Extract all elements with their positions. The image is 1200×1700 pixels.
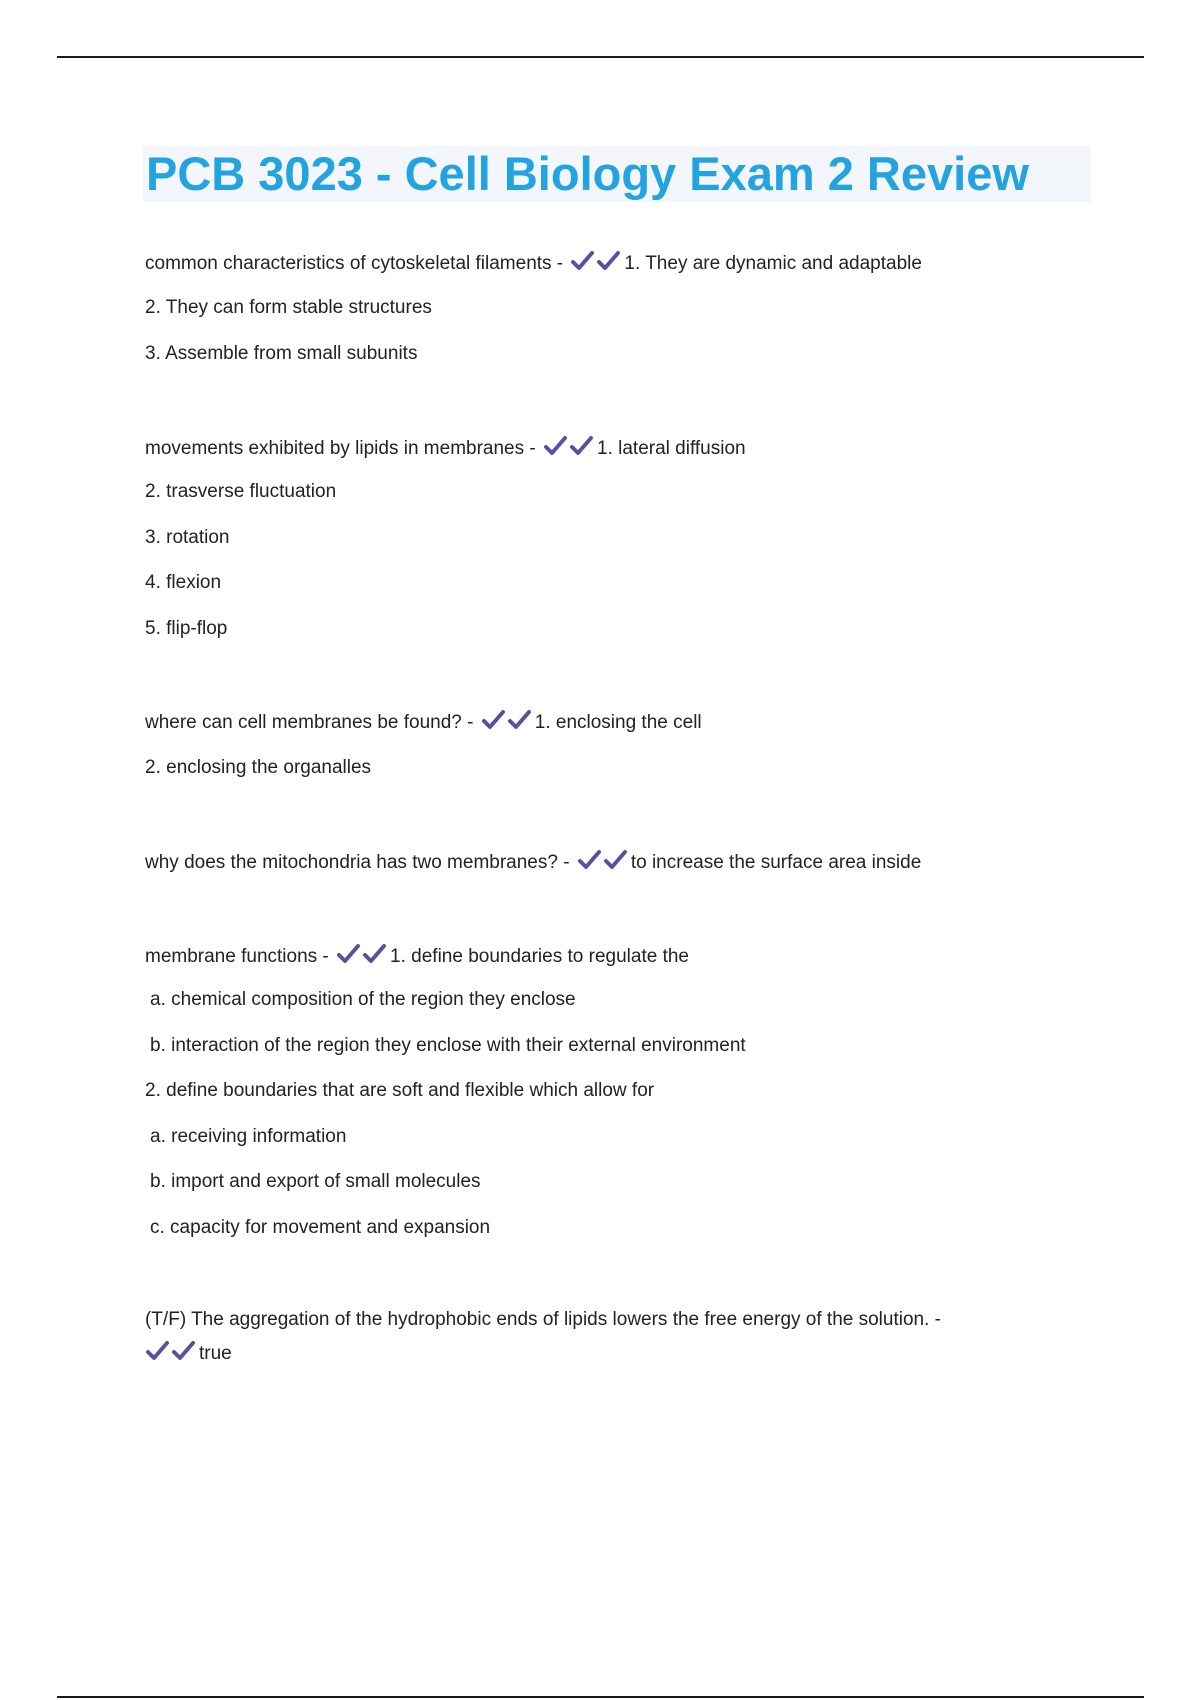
checkmark-icon (481, 709, 507, 731)
card-1-question-line (145, 250, 922, 279)
card-3-question-line (145, 709, 702, 738)
checkmark-icon (569, 435, 595, 457)
card-2-answer-line: 3. rotation (145, 527, 230, 548)
card-5-answer-line: a. receiving information (150, 1126, 347, 1147)
card-2-answer: 1. lateral diffusion (597, 438, 746, 459)
card-4-answer: to increase the surface area inside (630, 852, 922, 873)
card-5-answer: 1. define boundaries to regulate the (390, 946, 689, 967)
answer-checkmarks (570, 250, 622, 279)
checkmark-icon (603, 849, 629, 871)
answer-checkmarks (145, 1340, 197, 1369)
checkmark-icon (507, 709, 533, 731)
checkmark-icon (362, 943, 388, 965)
card-1-answer-line: 2. They can form stable structures (145, 297, 432, 318)
card-6-question-line (145, 1308, 941, 1332)
card-2-answer-line: 5. flip-flop (145, 618, 228, 639)
answer-checkmarks (543, 435, 595, 464)
card-6-answer: true (199, 1343, 232, 1364)
answer-checkmarks (577, 849, 629, 878)
card-5-answer-line: b. interaction of the region they enclose with their external environment (150, 1035, 746, 1056)
card-6-question: (T/F) The aggregation of the hydrophobic ends of lipids lowers the free energy of the solution. - (145, 1309, 941, 1330)
card-3-answer: 1. enclosing the cell (534, 712, 702, 733)
card-2-question-line (145, 435, 746, 464)
checkmark-icon (336, 943, 362, 965)
card-1-answer: 1. They are dynamic and adaptable (624, 253, 922, 274)
card-2-answer-line: 4. flexion (145, 572, 222, 593)
card-5-answer-line: c. capacity for movement and expansion (150, 1217, 491, 1238)
checkmark-icon (570, 250, 596, 272)
checkmark-icon (543, 435, 569, 457)
card-5-answer-line: a. chemical composition of the region they enclose (150, 989, 576, 1010)
checkmark-icon (577, 849, 603, 871)
bottom-rule (57, 1696, 1144, 1698)
card-1-answer-line: 3. Assemble from small subunits (145, 343, 418, 364)
card-1-question: common characteristics of cytoskeletal filaments - (145, 253, 564, 274)
answer-checkmarks (336, 943, 388, 972)
card-2-answer-line: 2. trasverse fluctuation (145, 481, 337, 502)
card-5-question: membrane functions - (145, 946, 329, 967)
card-3-question: where can cell membranes be found? - (145, 712, 474, 733)
card-5-question-line (145, 943, 689, 972)
checkmark-icon (596, 250, 622, 272)
checkmark-icon (171, 1340, 197, 1362)
card-5-answer-line: 2. define boundaries that are soft and flexible which allow for (145, 1080, 655, 1101)
top-rule (57, 56, 1144, 58)
checkmark-icon (145, 1340, 171, 1362)
card-5-answer-line: b. import and export of small molecules (150, 1171, 481, 1192)
page-title: PCB 3023 - Cell Biology Exam 2 Review (146, 147, 1029, 200)
card-2-question: movements exhibited by lipids in membranes - (145, 438, 536, 459)
card-4-question: why does the mitochondria has two membranes? - (145, 852, 570, 873)
card-3-answer-line: 2. enclosing the organalles (145, 757, 372, 778)
card-6-answer-line (145, 1340, 232, 1369)
answer-checkmarks (481, 709, 533, 738)
card-4-question-line (145, 849, 921, 878)
